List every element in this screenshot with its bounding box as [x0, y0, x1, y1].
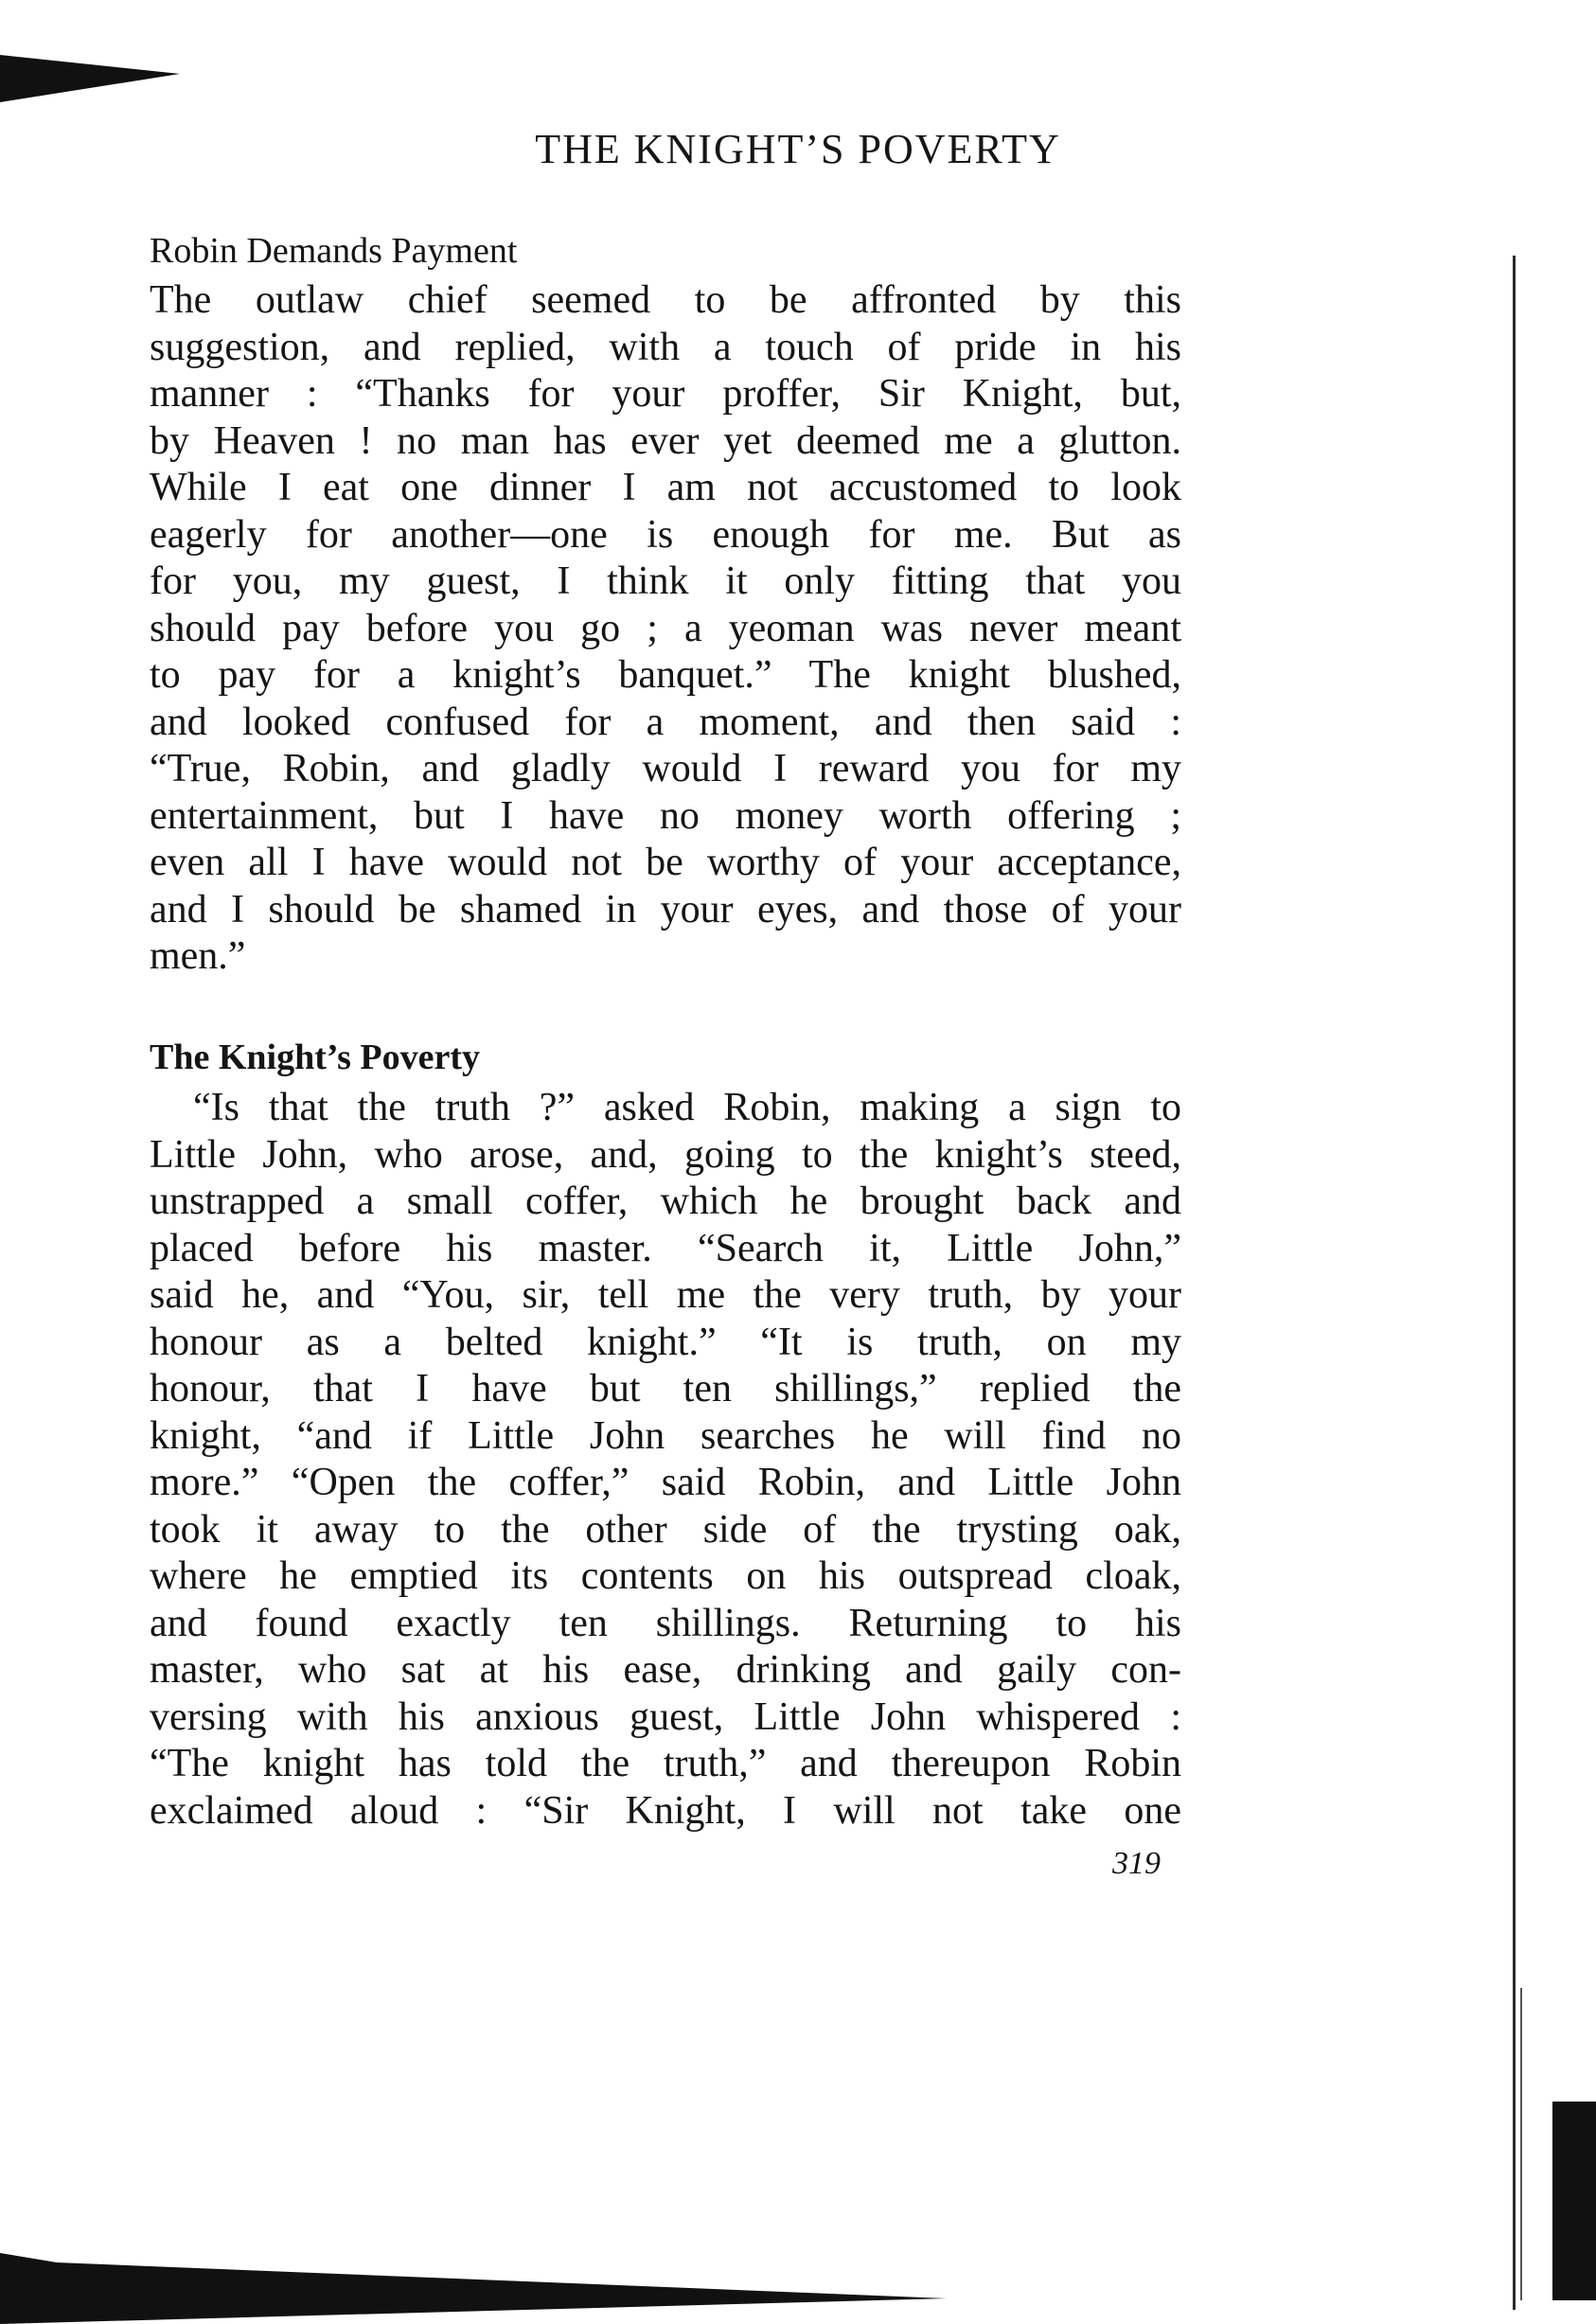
text-line: placed before his master. “Search it, Little John,”	[150, 1226, 1181, 1270]
paragraph-robin-demands-payment	[150, 277, 1181, 981]
section-heading-knights-poverty: The Knight’s Poverty	[150, 1038, 481, 1077]
scan-bottom-edge	[0, 2253, 947, 2324]
text-line: more.” “Open the coffer,” said Robin, and Little John	[150, 1461, 1181, 1504]
text-line: and looked confused for a moment, and then said :	[150, 700, 1181, 744]
scan-corner-mark	[0, 28, 189, 104]
text-line: honour as a belted knight.” “It is truth, on my	[150, 1320, 1181, 1364]
text-line: and found exactly ten shillings. Returning to his	[150, 1601, 1181, 1645]
text-line: knight, “and if Little John searches he will find no	[150, 1413, 1181, 1458]
text-line: “Is that the truth ?” asked Robin, making a sign to	[193, 1086, 1181, 1129]
text-line: should pay before you go ; a yeoman was never meant	[150, 606, 1181, 650]
paragraph-knights-poverty	[150, 1085, 1181, 1835]
text-line: “The knight has told the truth,” and thereupon Robin	[150, 1742, 1181, 1785]
text-line: by Heaven ! no man has ever yet deemed me a glutton.	[150, 418, 1181, 463]
text-line: said he, and “You, sir, tell me the very truth, by your	[150, 1273, 1181, 1317]
text-line: took it away to the other side of the trysting oak,	[150, 1507, 1181, 1552]
running-head: THE KNIGHT’S POVERTY	[535, 126, 1061, 172]
text-line: men.”	[150, 934, 246, 978]
scan-gutter-line-thin	[1520, 1988, 1522, 2300]
text-line: and I should be shamed in your eyes, and those of your	[150, 887, 1181, 931]
text-line: Little John, who arose, and, going to the knight’s steed,	[150, 1132, 1181, 1177]
text-line: suggestion, and replied, with a touch of pride in his	[150, 325, 1181, 369]
text-line: eagerly for another—one is enough for me. But as	[150, 512, 1181, 557]
text-line: to pay for a knight’s banquet.” The knight blushed,	[150, 653, 1181, 697]
text-line: manner : “Thanks for your proffer, Sir Knight, but,	[150, 372, 1181, 416]
text-line: exclaimed aloud : “Sir Knight, I will not take one	[150, 1788, 1181, 1833]
text-line: master, who sat at his ease, drinking and gaily con-	[150, 1648, 1181, 1692]
section-heading-robin-demands-payment: Robin Demands Payment	[150, 231, 518, 271]
text-line: While I eat one dinner I am not accustomed to look	[150, 466, 1181, 509]
text-line: The outlaw chief seemed to be affronted by this	[150, 278, 1181, 322]
scan-gutter-line	[1513, 256, 1516, 2310]
text-line: for you, my guest, I think it only fitting that you	[150, 559, 1181, 603]
page-number: 319	[1112, 1846, 1161, 1881]
scan-binding-edge	[1552, 2102, 1596, 2300]
text-line: “True, Robin, and gladly would I reward you for my	[150, 747, 1181, 790]
text-line: entertainment, but I have no money worth offering ;	[150, 793, 1181, 838]
text-line: even all I have would not be worthy of your acceptance,	[150, 841, 1181, 884]
text-line: unstrapped a small coffer, which he brought back and	[150, 1180, 1181, 1223]
text-line: versing with his anxious guest, Little John whispered :	[150, 1694, 1181, 1739]
text-line: honour, that I have but ten shillings,” replied the	[150, 1367, 1181, 1410]
text-line: where he emptied its contents on his outspread cloak,	[150, 1554, 1181, 1598]
